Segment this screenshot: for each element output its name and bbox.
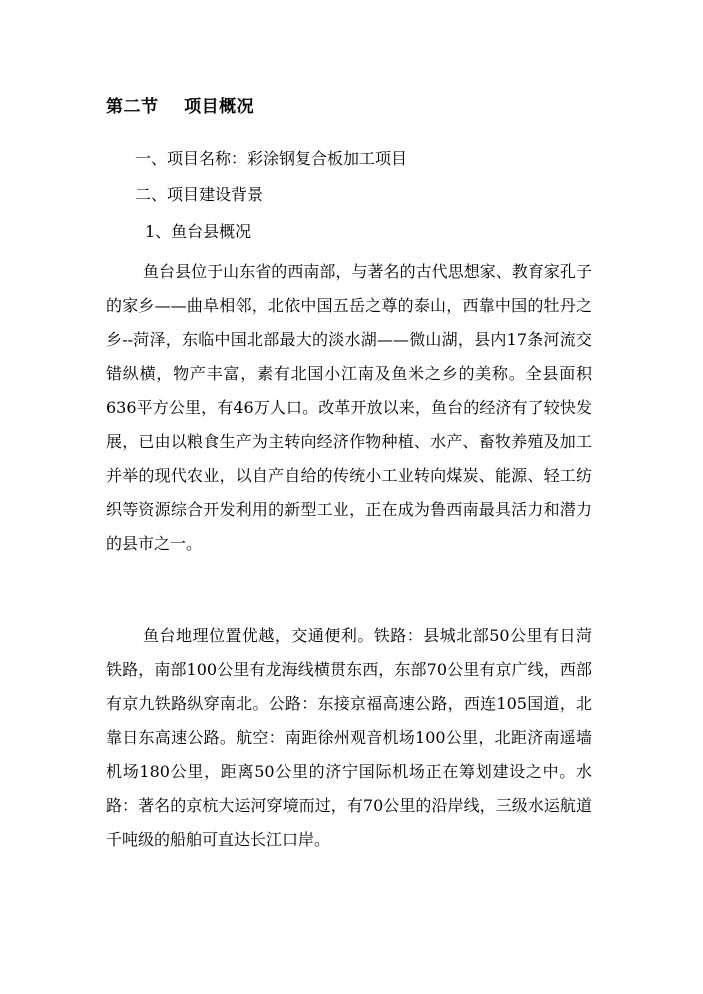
project-name-item: 一、项目名称：彩涂钢复合板加工项目 (135, 149, 408, 168)
county-overview-paragraph: 鱼台县位于山东省的西南部，与著名的古代思想家、教育家孔子的家乡——曲阜相邻，北依中国五岳之尊的泰山，西靠中国的牡丹之乡--菏泽，东临中国北部最大的淡水湖——微山湖，县内17条河流交错纵横，物产丰富，素有北国小江南及鱼米之乡的美称。全县面积636平方公里，有46万人口。改革开放以来，鱼台的经济有了较快发展，已由以粮食生产为主转向经济作物种植、水产、畜牧养殖及加工并举的现代农业，以自产自给的传统小工业转向煤炭、能源、轻工纺织等资源综合开发利用的新型工业，正在成为鲁西南最具活力和潜力的县市之一。 (106, 262, 592, 553)
county-overview-item: 1、鱼台县概况 (145, 222, 252, 241)
background-item: 二、项目建设背景 (135, 185, 264, 204)
section-heading: 第二节 项目概况 (106, 97, 255, 117)
transport-paragraph: 鱼台地理位置优越，交通便利。铁路：县城北部50公里有日菏铁路，南部100公里有龙海线横贯东西，东部70公里有京广线，西部有京九铁路纵穿南北。公路：东接京福高速公路，西连105国道，北靠日东高速公路。航空：南距徐州观音机场100公里，北距济南遥墙机场180公里，距离50公里的济宁国际机场正在筹划建设之中。水路：著名的京杭大运河穿境而过，有70公里的沿岸线，三级水运航道千吨级的船舶可直达长江口岸。 (106, 626, 592, 849)
